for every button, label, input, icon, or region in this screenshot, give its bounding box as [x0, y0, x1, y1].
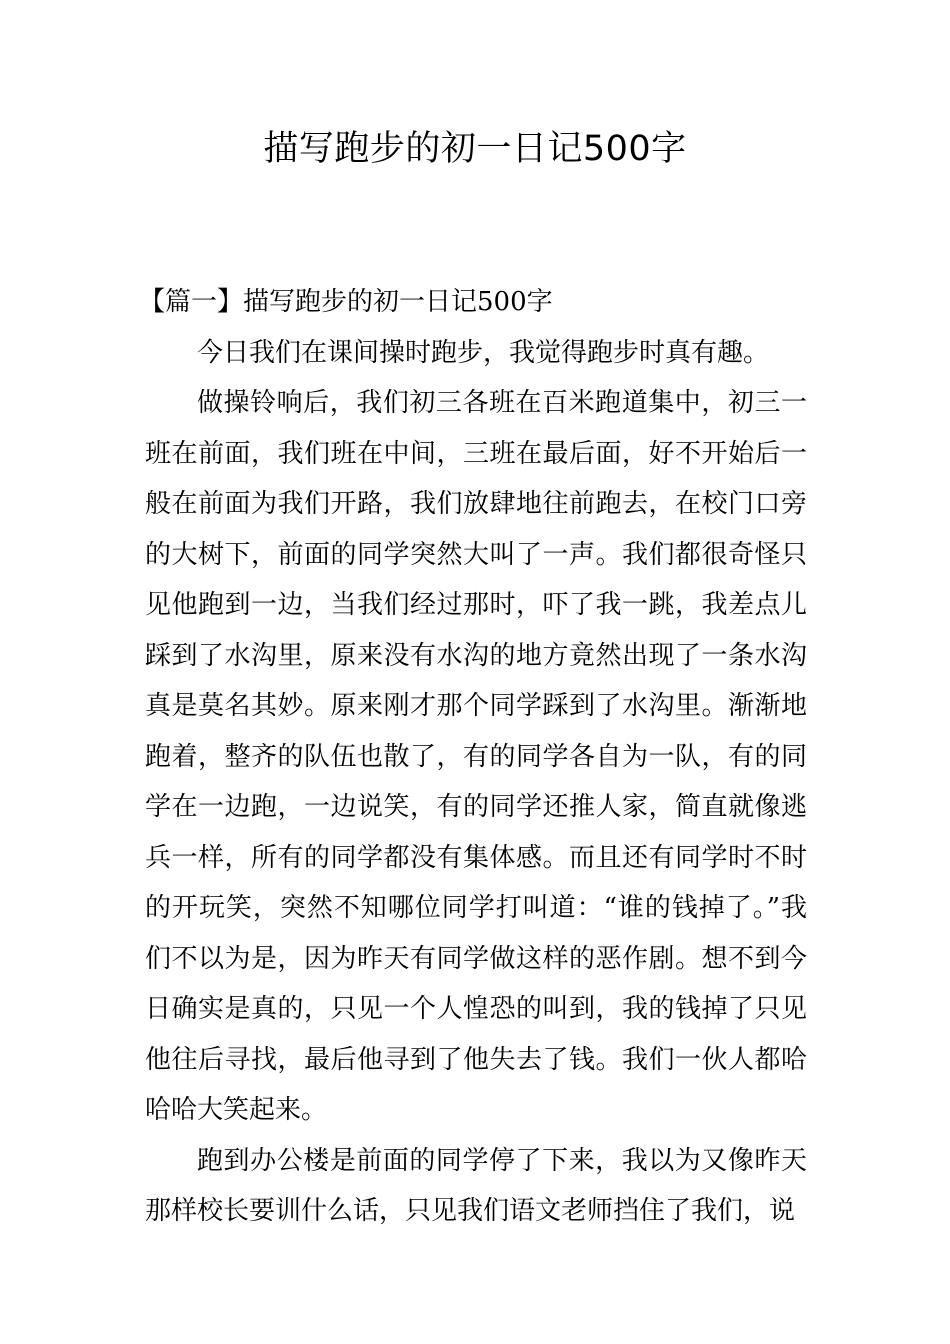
page-title: 描写跑步的初一日记500字: [263, 129, 687, 169]
document-body: [139, 277, 807, 1237]
paragraph-2: 做操铃响后，我们初三各班在百米跑道集中，初三一班在前面，我们班在中间，三班在最后面，好不开始后一般在前面为我们开路，我们放肆地往前跑去，在校门口旁的大树下，前面的同学突然大叫了一声。我们都很奇怪只见他跑到一边，当我们经过那时，吓了我一跳，我差点儿踩到了水沟里，原来没有水沟的地方竟然出现了一条水沟真是莫名其妙。原来刚才那个同学踩到了水沟里。渐渐地跑着，整齐的队伍也散了，有的同学各自为一队，有的同学在一边跑，一边说笑，有的同学还推人家，简直就像逃兵一样，所有的同学都没有集体感。而且还有同学时不时的开玩笑，突然不知哪位同学打叫道：“谁的钱掉了。”我们不以为是，因为昨天有同学做这样的恶作剧。想不到今日确实是真的，只见一个人惶恐的叫到，我的钱掉了只见他往后寻找，最后他寻到了他失去了钱。我们一伙人都哈哈哈大笑起来。: [145, 388, 807, 1125]
paragraph-3: 跑到办公楼是前面的同学停了下来，我以为又像昨天那样校长要训什么话，只见我们语文老师挡住了我们，说: [145, 1145, 807, 1226]
paragraph-1: 今日我们在课间操时跑步，我觉得跑步时真有趣。: [197, 337, 770, 368]
section-heading: 【篇一】描写跑步的初一日记500字: [139, 287, 553, 317]
